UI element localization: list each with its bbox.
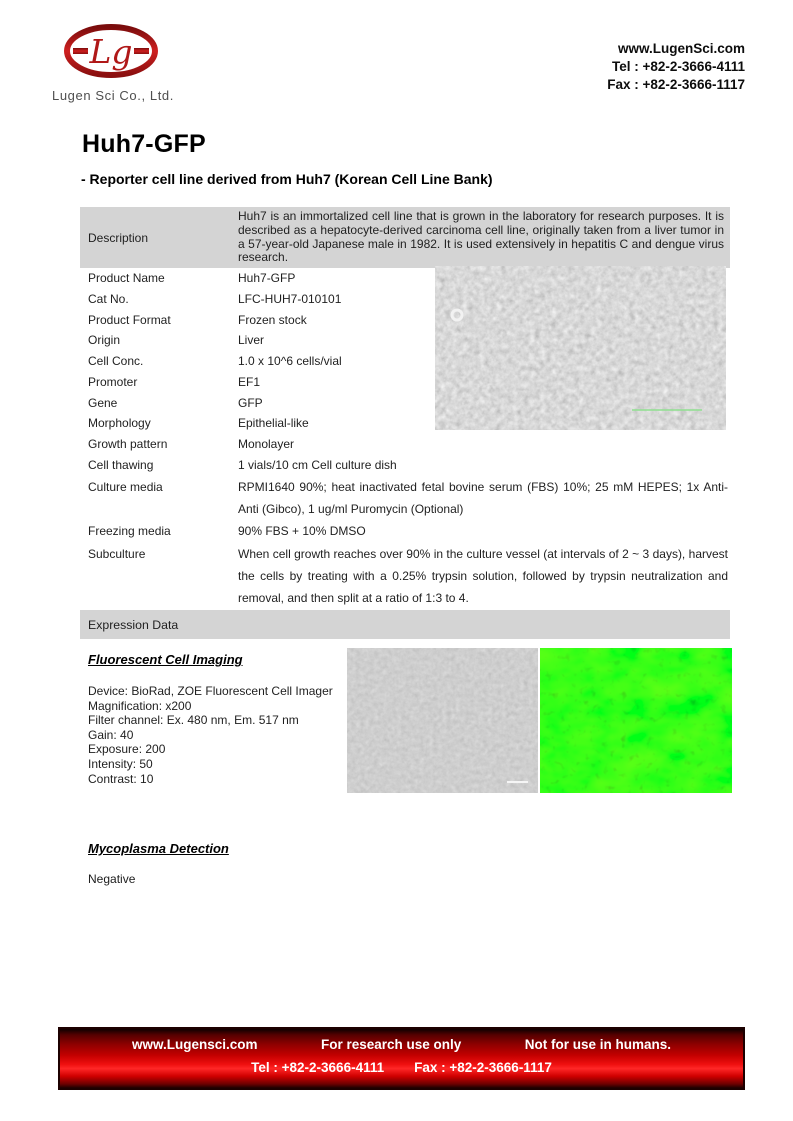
row-value: Huh7-GFP: [238, 271, 296, 286]
row-label: Morphology: [88, 416, 151, 431]
description-row: [80, 207, 730, 268]
footer-banner: [58, 1027, 745, 1090]
row-value: 1 vials/10 cm Cell culture dish: [238, 457, 397, 472]
table-row: [80, 520, 730, 542]
table-row: [80, 455, 730, 476]
row-value: Epithelial-like: [238, 416, 309, 431]
mycoplasma-heading: Mycoplasma Detection: [88, 841, 229, 856]
row-label: Culture media: [88, 479, 163, 494]
company-name: Lugen Sci Co., Ltd.: [52, 88, 174, 103]
row-label: Growth pattern: [88, 437, 168, 452]
setting-exposure: Exposure: 200: [88, 742, 166, 757]
expression-data-header: [80, 610, 730, 639]
phase-contrast-micrograph: [435, 266, 726, 430]
cell-image-pair: [347, 648, 732, 793]
setting-device: Device: BioRad, ZOE Fluorescent Cell Imager: [88, 684, 333, 698]
row-value: 1.0 x 10^6 cells/vial: [238, 354, 342, 369]
footer-line1: [60, 1029, 743, 1052]
logo-monogram: Lg: [89, 32, 133, 71]
row-value: RPMI1640 90%; heat inactivated fetal bovine serum (FBS) 10%; 25 mM HEPES; 1x Anti-Anti (Gibco), 1 ug/ml Puromycin (Optional): [238, 479, 728, 516]
footer-line2: [60, 1060, 743, 1075]
phase-contrast-image: [435, 266, 726, 430]
setting-filter-channel: Filter channel: Ex. 480 nm, Em. 517 nm: [88, 713, 299, 728]
setting-gain: Gain: 40: [88, 727, 134, 742]
brightfield-image: [347, 648, 538, 793]
footer-not-humans: Not for use in humans.: [524, 1037, 671, 1052]
row-label: Cell thawing: [88, 457, 154, 472]
mycoplasma-block: [88, 841, 229, 856]
row-value: Frozen stock: [238, 312, 307, 327]
row-label: Subculture: [88, 546, 146, 561]
description-label: Description: [88, 230, 149, 245]
setting-magnification: Magnification: x200: [88, 698, 192, 713]
footer-fax: Fax : +82-2-3666-1117: [414, 1060, 552, 1075]
table-row: [80, 543, 730, 610]
lugen-sci-logo-icon: [61, 24, 161, 82]
row-label: Product Format: [88, 312, 171, 327]
mycoplasma-result: Negative: [88, 872, 136, 886]
fluorescent-imaging-block: [88, 652, 344, 786]
header-contact-block: [607, 40, 745, 94]
row-value: Monolayer: [238, 437, 295, 452]
expression-data-title: Expression Data: [88, 617, 179, 632]
row-value: When cell growth reaches over 90% in the culture vessel (at intervals of 2 ~ 3 days), harvest the cells by treating with a 0.25% trypsin solution, followed by trypsin neutralization and removal, and then split at a ratio of 1:3 to 4.: [238, 546, 728, 606]
header-tel: Tel : +82-2-3666-4111: [612, 59, 745, 74]
footer-website: www.Lugensci.com: [132, 1037, 258, 1052]
row-value: 90% FBS + 10% DMSO: [238, 524, 366, 539]
fluorescent-imaging-heading: Fluorescent Cell Imaging: [88, 652, 243, 667]
row-value: EF1: [238, 374, 261, 389]
row-value: LFC-HUH7-010101: [238, 291, 342, 306]
row-value: Liver: [238, 333, 265, 348]
row-label: Cell Conc.: [88, 354, 144, 369]
row-label: Gene: [88, 395, 118, 410]
table-row: [80, 476, 730, 521]
row-label: Product Name: [88, 271, 165, 286]
row-value: GFP: [238, 395, 263, 410]
footer-tel: Tel : +82-2-3666-4111: [251, 1060, 385, 1075]
row-label: Freezing media: [88, 524, 171, 539]
gfp-fluorescence-image: [540, 648, 732, 793]
table-row: [80, 434, 730, 455]
header-website: www.LugenSci.com: [617, 41, 745, 56]
company-logo: [52, 24, 174, 103]
page-subtitle: - Reporter cell line derived from Huh7 (Korean Cell Line Bank): [81, 171, 493, 187]
row-label: Origin: [88, 333, 121, 348]
setting-intensity: Intensity: 50: [88, 756, 153, 771]
page-title: Huh7-GFP: [82, 130, 206, 158]
description-text: Huh7 is an immortalized cell line that is grown in the laboratory for research purposes. It is described as a hepatocyte-derived carcinoma cell line, originally taken from a liver tumor in a 57-year-old Japanese male in 1982. It is used extensively in hepatitis C and dengue virus research.: [238, 209, 724, 265]
row-label: Cat No.: [88, 291, 129, 306]
fluorescent-imaging-settings: [88, 684, 344, 786]
header-fax: Fax : +82-2-3666-1117: [607, 77, 745, 92]
footer-research-use: For research use only: [320, 1037, 462, 1052]
setting-contrast: Contrast: 10: [88, 771, 154, 786]
row-label: Promoter: [88, 374, 138, 389]
